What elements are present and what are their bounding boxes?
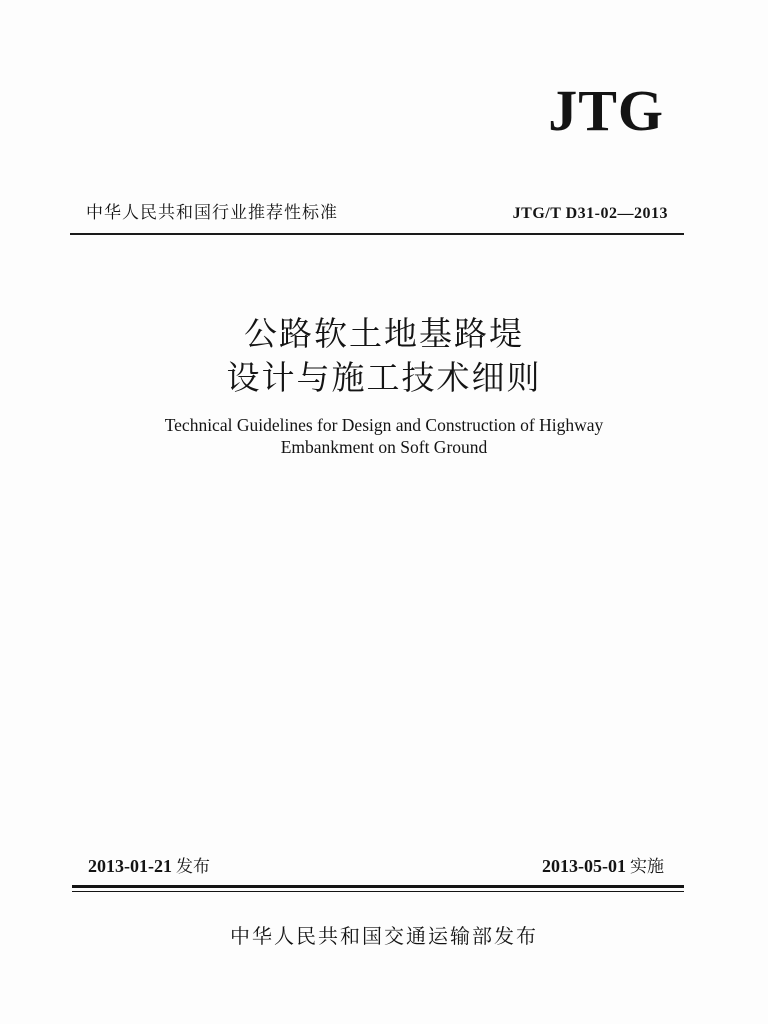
- effective-label: 实施: [630, 857, 664, 877]
- top-divider: [70, 233, 684, 235]
- issue-label: 发布: [176, 857, 210, 877]
- issue-date-group: [88, 852, 210, 877]
- issue-date: 2013-01-21: [88, 856, 172, 876]
- title-cn-line2: 设计与施工技术细则: [226, 358, 542, 397]
- date-row: [88, 852, 664, 877]
- title-block: [0, 312, 768, 458]
- standard-number: JTG/T D31-02—2013: [512, 205, 668, 222]
- title-en-line1: Technical Guidelines for Design and Construction of Highway: [164, 415, 604, 435]
- title-cn-line1: 公路软土地基路堤: [244, 314, 524, 353]
- bottom-divider-thick: [72, 885, 684, 888]
- title-en-line2: Embankment on Soft Ground: [280, 437, 488, 457]
- standard-category: 中华人民共和国行业推荐性标准: [86, 203, 338, 223]
- effective-date-group: [542, 852, 664, 877]
- title-en: [0, 414, 768, 458]
- series-code: JTG: [548, 78, 664, 143]
- effective-date: 2013-05-01: [542, 856, 626, 876]
- header-row: [86, 198, 668, 223]
- issuer: 中华人民共和国交通运输部发布: [230, 924, 538, 948]
- bottom-divider-thin: [72, 891, 684, 892]
